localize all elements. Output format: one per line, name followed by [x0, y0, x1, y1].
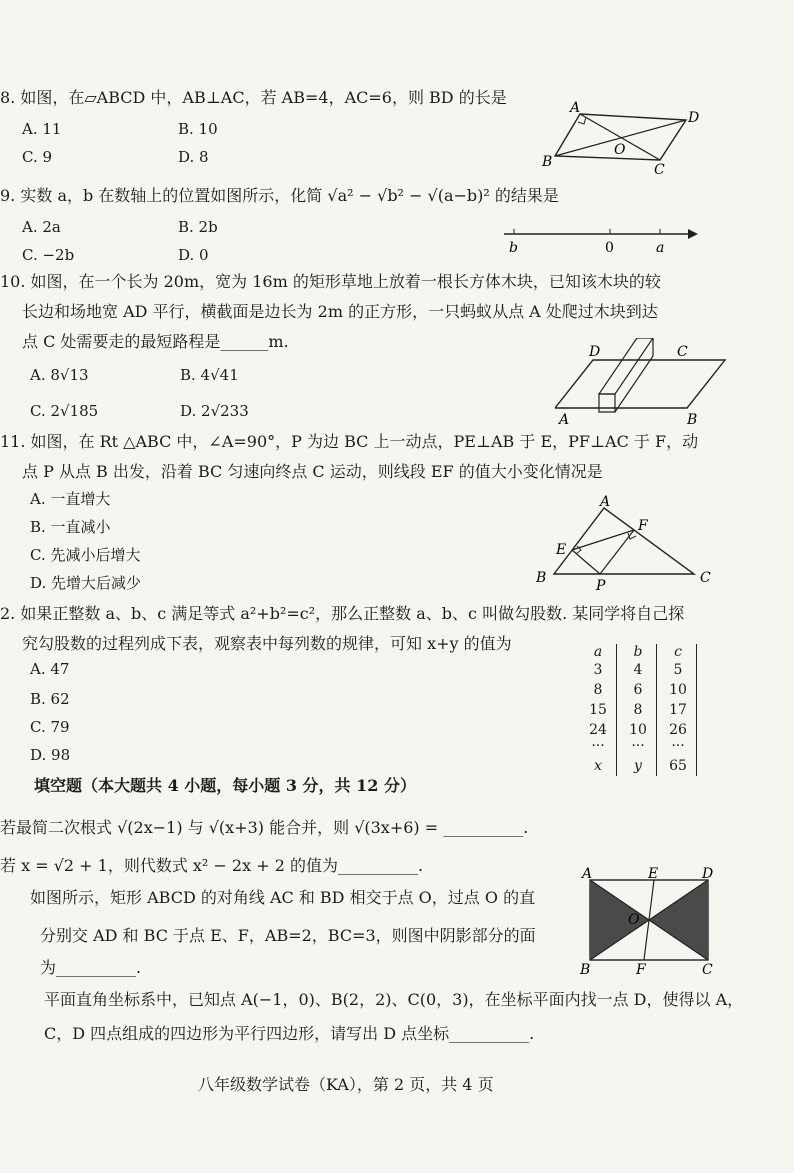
q8-label-a: A [570, 100, 581, 116]
q11-label-c: C [700, 570, 711, 586]
table-cell: y [634, 758, 642, 774]
q12-line-1: 2. 如果正整数 a、b、c 满足等式 a²+b²=c²，那么正整数 a、b、c 叫做勾股数. 某同学将自己探 [0, 604, 685, 623]
table-cell: 10 [629, 722, 647, 738]
q11-option-d: D. 先增大后减少 [30, 574, 142, 592]
table-cell: ··· [671, 738, 685, 754]
q15-label-f: F [636, 962, 646, 978]
q10-field-block-figure [555, 338, 745, 430]
q11-option-a: A. 一直增大 [30, 490, 111, 508]
q15-rectangle-figure [578, 866, 718, 978]
table-header-c: c [674, 644, 682, 660]
q15-label-e: E [648, 866, 659, 882]
q15-line-2: 分别交 AD 和 BC 于点 E、F，AB=2，BC=3，则图中阴影部分的面 [40, 926, 536, 945]
q8-option-c: C. 9 [22, 148, 53, 166]
q15-label-a: A [582, 866, 593, 882]
q11-label-p: P [596, 578, 606, 590]
q12-option-d: D. 98 [30, 746, 71, 764]
q11-label-b: B [536, 570, 547, 586]
q15-line-1: 如图所示，矩形 ABCD 的对角线 AC 和 BD 相交于点 O，过点 O 的直 [30, 888, 536, 907]
q14-text: 若 x = √2 + 1，则代数式 x² − 2x + 2 的值为__________. [0, 856, 424, 875]
q12-option-a: A. 47 [30, 660, 70, 678]
table-cell: 3 [593, 662, 603, 678]
q10-line-2: 长边和场地宽 AD 平行，横截面是边长为 2m 的正方形，一只蚂蚁从点 A 处爬过木块到达 [22, 302, 658, 321]
q10-option-b: B. 4√41 [180, 366, 239, 384]
q8-parallelogram-figure [540, 100, 710, 180]
q8-label-c: C [654, 162, 665, 178]
q12-option-c: C. 79 [30, 718, 70, 736]
q10-option-a: A. 8√13 [30, 366, 89, 384]
q11-triangle-figure [534, 494, 724, 590]
q9-label-zero: 0 [605, 240, 614, 256]
q9-label-b: b [509, 240, 518, 256]
table-cell: 6 [633, 682, 643, 698]
q11-label-e: E [556, 542, 567, 558]
q11-line-2: 点 P 从点 B 出发，沿着 BC 匀速向终点 C 运动，则线段 EF 的值大小变化情况是 [22, 462, 603, 481]
q8-stem: 8. 如图，在▱ABCD 中，AB⊥AC，若 AB=4，AC=6，则 BD 的长是 [0, 88, 507, 107]
q10-option-d: D. 2√233 [180, 402, 249, 420]
q12-option-b: B. 62 [30, 690, 70, 708]
section-fill-in-title: 填空题（本大题共 4 小题，每小题 3 分，共 12 分） [34, 776, 416, 795]
q11-option-c: C. 先减小后增大 [30, 546, 141, 564]
table-cell: x [594, 758, 602, 774]
table-cell: 4 [633, 662, 643, 678]
q8-label-b: B [542, 154, 553, 170]
q15-label-d: D [702, 866, 714, 882]
q15-label-o: O [628, 912, 640, 928]
q8-option-d: D. 8 [178, 148, 209, 166]
q10-label-d: D [589, 344, 601, 360]
q10-label-a: A [559, 412, 570, 428]
q9-option-b: B. 2b [178, 218, 218, 236]
q10-option-c: C. 2√185 [30, 402, 99, 420]
q15-label-c: C [702, 962, 713, 978]
q8-label-o: O [614, 142, 626, 158]
q11-label-f: F [638, 518, 648, 534]
page-footer: 八年级数学试卷（KA），第 2 页，共 4 页 [198, 1075, 494, 1094]
table-cell: 8 [633, 702, 643, 718]
q9-option-c: C. −2b [22, 246, 75, 264]
q15-label-b: B [580, 962, 591, 978]
table-cell: 24 [589, 722, 607, 738]
q9-stem: 9. 实数 a，b 在数轴上的位置如图所示，化简 √a² − √b² − √(a−b)² 的结果是 [0, 186, 559, 205]
table-cell: 17 [669, 702, 687, 718]
q11-option-b: B. 一直减小 [30, 518, 111, 536]
table-header-b: b [633, 644, 643, 660]
q9-option-d: D. 0 [178, 246, 209, 264]
table-cell: 65 [669, 758, 687, 774]
table-cell: 8 [593, 682, 603, 698]
q9-label-a: a [656, 240, 665, 256]
q8-option-a: A. 11 [22, 120, 62, 138]
q11-line-1: 11. 如图，在 Rt △ABC 中，∠A=90°，P 为边 BC 上一动点，PE⊥AB 于 E，PF⊥AC 于 F，动 [0, 432, 699, 451]
q13-text: 若最简二次根式 √(2x−1) 与 √(x+3) 能合并，则 √(3x+6) = __________. [0, 818, 529, 837]
q9-number-line-figure [500, 222, 700, 258]
table-cell: ··· [631, 738, 645, 754]
q10-line-1: 10. 如图，在一个长为 20m，宽为 16m 的矩形草地上放着一根长方体木块，已知该木块的较 [0, 272, 661, 291]
q15-line-3: 为__________. [40, 958, 142, 977]
table-cell: 15 [589, 702, 607, 718]
q10-line-3: 点 C 处需要走的最短路程是______m. [22, 332, 289, 351]
table-cell: 26 [669, 722, 687, 738]
table-header-a: a [593, 644, 603, 660]
q8-option-b: B. 10 [178, 120, 218, 138]
q10-label-b: B [687, 412, 698, 428]
table-cell: ··· [591, 738, 605, 754]
q12-line-2: 究勾股数的过程列成下表，观察表中每列数的规律，可知 x+y 的值为 [22, 634, 512, 653]
q10-label-c: C [677, 344, 688, 360]
q11-label-a: A [600, 494, 611, 510]
table-cell: 5 [673, 662, 683, 678]
q16-line-1: 平面直角坐标系中，已知点 A(−1，0)、B(2，2)、C(0，3)，在坐标平面内找一点 D，使得以 A， [44, 990, 744, 1009]
q12-pythagorean-table [578, 644, 698, 776]
table-cell: 10 [669, 682, 687, 698]
q8-label-d: D [688, 110, 700, 126]
q16-line-2: C，D 四点组成的四边形为平行四边形，请写出 D 点坐标__________. [44, 1024, 535, 1043]
q9-option-a: A. 2a [22, 218, 61, 236]
